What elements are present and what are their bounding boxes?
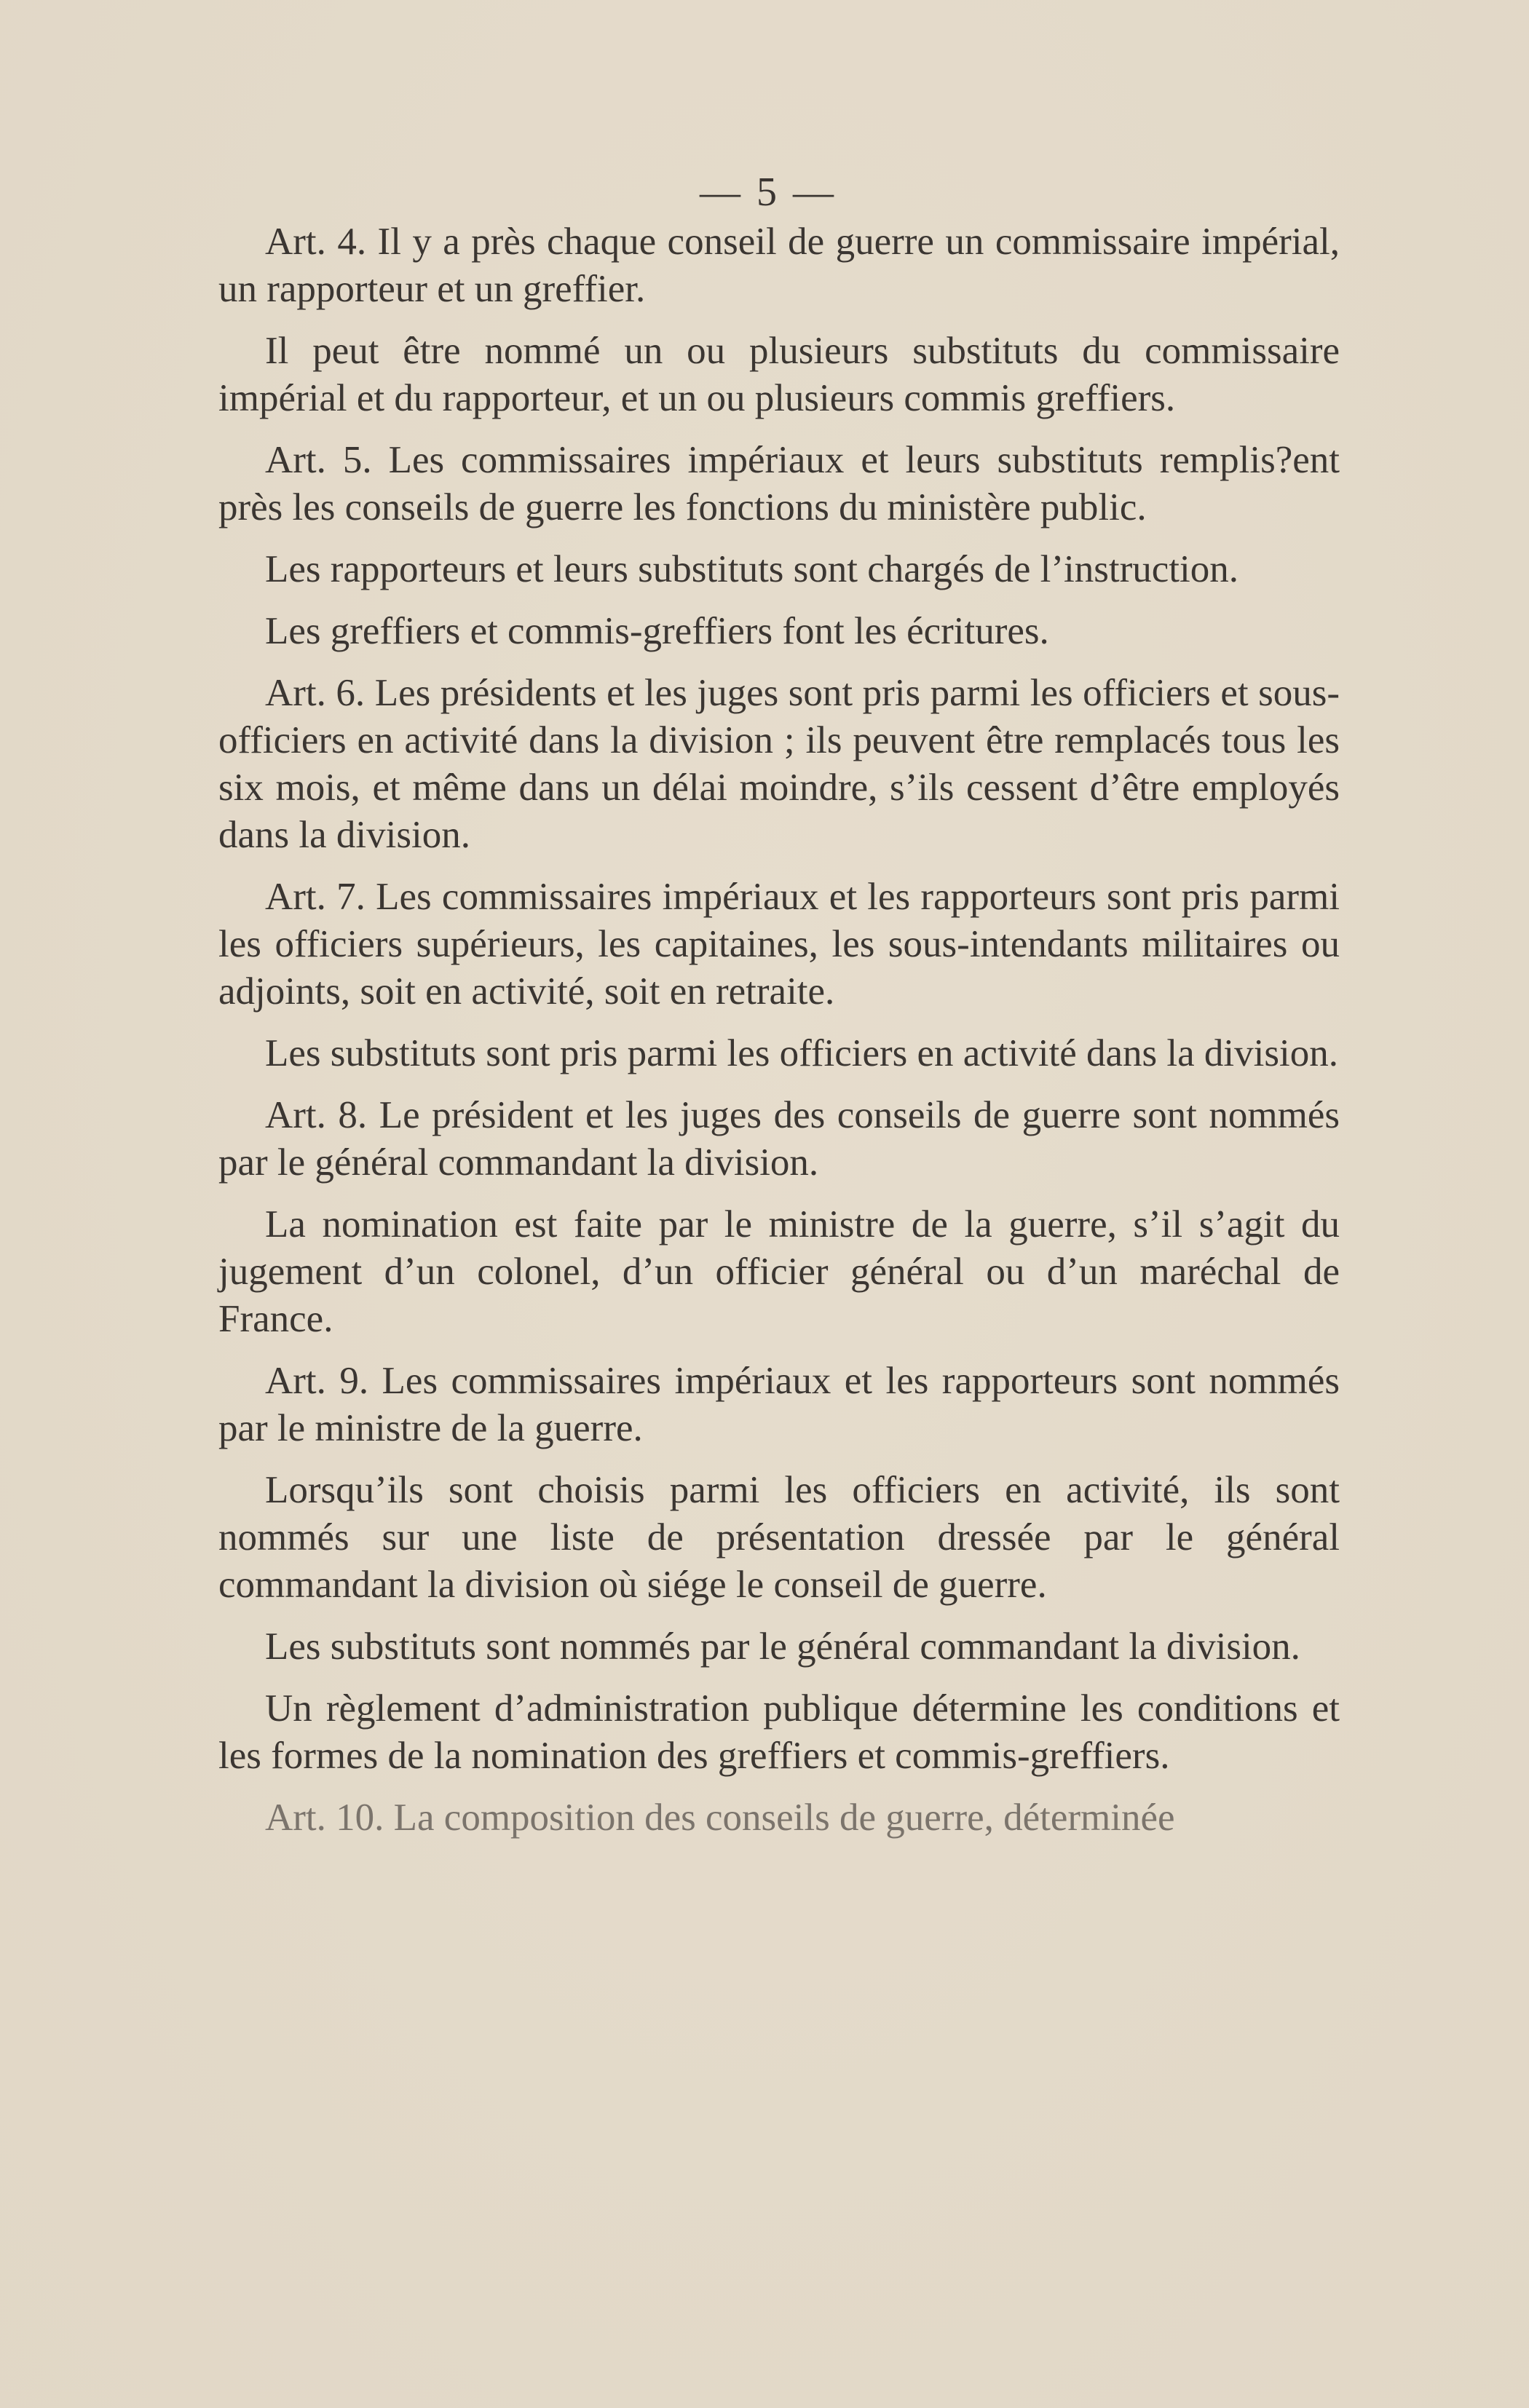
paragraph-art8: Art. 8. Le président et les juges des conseils de guerre sont nommés par le général commandant la division. [218, 1094, 1340, 1184]
paragraph-art9-reglement: Un règlement d’administration publique détermine les conditions et les formes de la nomination des greffiers et commis-greffiers. [218, 1687, 1340, 1777]
paragraph-art9-substituts: Les substituts sont nommés par le général commandant la division. [265, 1625, 1300, 1668]
paragraph-art10: Art. 10. La composition des conseils de guerre, déterminée [265, 1797, 1175, 1839]
paragraph-art5-greffiers: Les greffiers et commis-greffiers font les écritures. [265, 610, 1049, 652]
paragraph-art7-substituts: Les substituts sont pris parmi les officiers en activité dans la division. [265, 1032, 1338, 1074]
body-text [218, 218, 1340, 1856]
paragraph-art5: Art. 5. Les commissaires impériaux et leurs substituts remplis?ent près les conseils de guerre les fonctions du ministère public. [218, 439, 1340, 528]
paragraph-art4-substituts: Il peut être nommé un ou plusieurs substituts du commissaire impérial et du rapporteur, et un ou plusieurs commis greffiers. [218, 330, 1340, 419]
paragraph-art9: Art. 9. Les commissaires impériaux et les rapporteurs sont nommés par le ministre de la guerre. [218, 1360, 1340, 1449]
paragraph-art8-nomination: La nomination est faite par le ministre de la guerre, s’il s’agit du jugement d’un colonel, d’un officier général ou d’un maréchal de France. [218, 1203, 1340, 1340]
paragraph-art9-activite: Lorsqu’ils sont choisis parmi les officiers en activité, ils sont nommés sur une liste de présentation dressée par le général commandant la division où siége le conseil de guerre. [218, 1469, 1340, 1606]
paragraph-art7: Art. 7. Les commissaires impériaux et les rapporteurs sont pris parmi les officiers supérieurs, les capitaines, les sous-intendants militaires ou adjoints, soit en activité, soit en retraite. [218, 876, 1340, 1013]
paragraph-art5-rapporteurs: Les rapporteurs et leurs substituts sont chargés de l’instruction. [265, 548, 1239, 590]
page-number: — 5 — [700, 170, 837, 215]
paragraph-art4: Art. 4. Il y a près chaque conseil de guerre un commissaire impérial, un rapporteur et un greffier. [218, 221, 1340, 310]
paragraph-art6: Art. 6. Les présidents et les juges sont pris parmi les officiers et sous-officiers en activité dans la division ; ils peuvent être remplacés tous les six mois, et même dans un délai moindre, s’ils cessent d’être employés dans la division. [218, 672, 1340, 856]
